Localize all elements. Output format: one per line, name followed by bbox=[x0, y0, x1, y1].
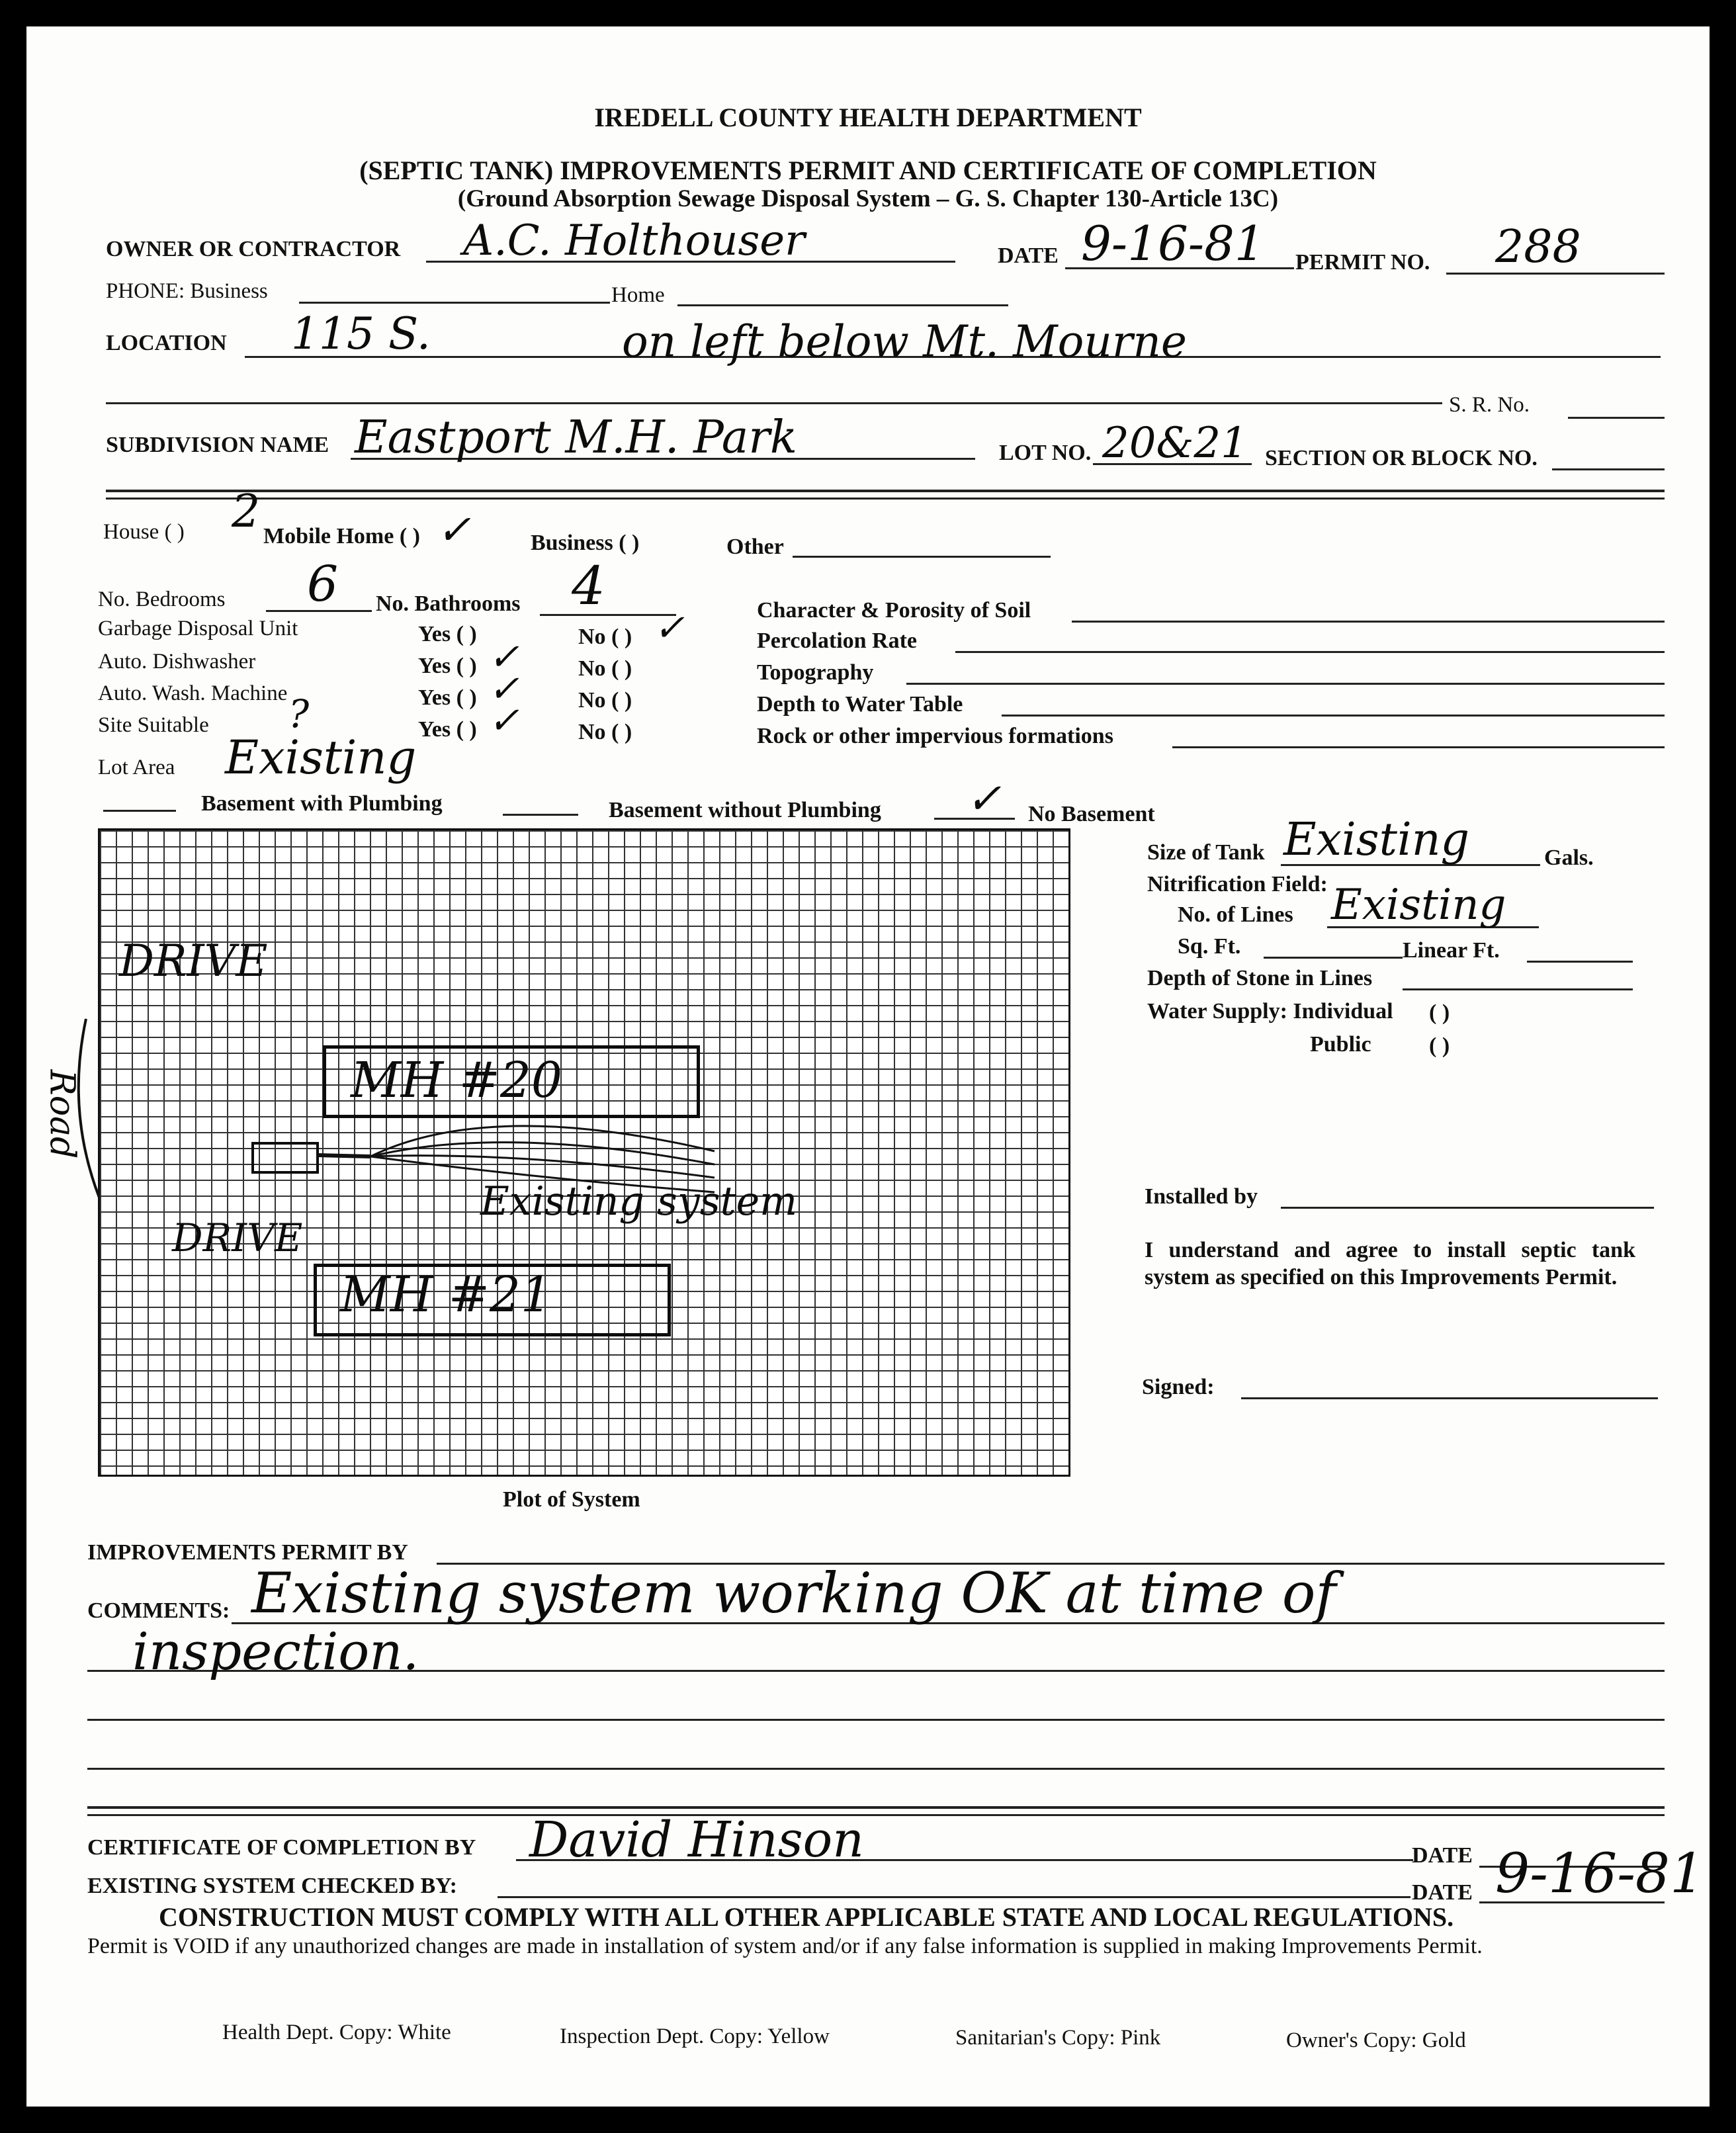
dishwasher-no: No ( ) bbox=[578, 656, 632, 681]
copy-health: Health Dept. Copy: White bbox=[222, 2021, 451, 2044]
washer-no: No ( ) bbox=[578, 688, 632, 713]
percolation-line bbox=[955, 651, 1665, 653]
rule-3 bbox=[87, 1806, 1665, 1809]
garbage-no: No ( ) bbox=[578, 625, 632, 649]
plot-mh-bottom: MH #21 bbox=[340, 1266, 552, 1323]
washer-label: Auto. Wash. Machine bbox=[98, 681, 288, 705]
topography-label: Topography bbox=[757, 660, 874, 685]
other-option: Other bbox=[726, 535, 784, 559]
basement-with-label: Basement with Plumbing bbox=[201, 791, 443, 816]
owner-value: A.C. Holthouser bbox=[463, 216, 805, 265]
plot-existing: Existing system bbox=[480, 1178, 798, 1225]
installed-label: Installed by bbox=[1145, 1184, 1258, 1209]
site-suitable-label: Site Suitable bbox=[98, 713, 209, 737]
plot-drive-bottom: DRIVE bbox=[172, 1215, 303, 1260]
copy-sanitarian: Sanitarian's Copy: Pink bbox=[955, 2026, 1161, 2050]
installed-line bbox=[1281, 1207, 1654, 1209]
basement-without-label: Basement without Plumbing bbox=[609, 798, 881, 822]
washer-yes: Yes ( ) bbox=[418, 685, 477, 710]
depth-line bbox=[1403, 988, 1633, 990]
nitrification-label: Nitrification Field: bbox=[1147, 872, 1328, 896]
other-line bbox=[793, 556, 1051, 558]
site-suitable-no: No ( ) bbox=[578, 720, 632, 744]
subdivision-value: Eastport M.H. Park bbox=[355, 412, 798, 464]
plot-drive-top: DRIVE bbox=[119, 936, 268, 986]
location-value-b: on left below Mt. Mourne bbox=[622, 316, 1187, 367]
comments-line-3 bbox=[87, 1719, 1665, 1721]
permit-label: PERMIT NO. bbox=[1295, 250, 1430, 275]
rock-line bbox=[1172, 746, 1665, 748]
location-value-a: 115 S. bbox=[291, 308, 431, 359]
bathrooms-label: No. Bathrooms bbox=[376, 591, 521, 616]
site-suitable-yes: Yes ( ) bbox=[418, 717, 477, 742]
signed-label: Signed: bbox=[1142, 1375, 1215, 1399]
copy-inspection: Inspection Dept. Copy: Yellow bbox=[560, 2024, 830, 2048]
lot-area-value: Existing bbox=[225, 730, 417, 785]
garbage-label: Garbage Disposal Unit bbox=[98, 617, 298, 640]
lines-label: No. of Lines bbox=[1178, 902, 1293, 927]
certificate-date-label: DATE bbox=[1412, 1843, 1473, 1868]
sr-label: S. R. No. bbox=[1449, 393, 1530, 417]
checked-line bbox=[498, 1896, 1410, 1898]
basement-without-line bbox=[503, 814, 578, 816]
garbage-mark: ✓ bbox=[654, 607, 685, 650]
permit-form bbox=[26, 26, 1710, 2107]
subdivision-label: SUBDIVISION NAME bbox=[106, 433, 329, 457]
void-text: Permit is VOID if any unauthorized changes are made in installation of system and/or if any false information is supplied in making Improvements Permit. bbox=[87, 1934, 1483, 1958]
soil-porosity-line bbox=[1072, 621, 1665, 623]
basement-with-line bbox=[103, 810, 176, 812]
permit-value: 288 bbox=[1495, 221, 1581, 273]
comments-label: COMMENTS: bbox=[87, 1598, 230, 1623]
tank-size-label: Size of Tank bbox=[1147, 840, 1265, 865]
linear-line bbox=[1527, 961, 1633, 963]
rule-4 bbox=[87, 1814, 1665, 1816]
signed-line bbox=[1241, 1397, 1658, 1399]
date-label: DATE bbox=[998, 243, 1059, 268]
certificate-label: CERTIFICATE OF COMPLETION BY bbox=[87, 1835, 476, 1860]
lines-value: Existing bbox=[1331, 881, 1506, 930]
department-title: IREDELL COUNTY HEALTH DEPARTMENT bbox=[594, 103, 1142, 132]
business-option: Business ( ) bbox=[531, 531, 640, 555]
copy-owner: Owner's Copy: Gold bbox=[1286, 2028, 1466, 2052]
location-line-2 bbox=[106, 402, 1442, 404]
sqft-line bbox=[1264, 957, 1403, 959]
form-title: (SEPTIC TANK) IMPROVEMENTS PERMIT AND CERTIFICATE OF COMPLETION bbox=[359, 155, 1377, 185]
mobile-home-mark: ✓ bbox=[437, 505, 471, 554]
site-suitable-note: ? bbox=[288, 691, 310, 736]
soil-porosity-label: Character & Porosity of Soil bbox=[757, 598, 1031, 623]
section-line bbox=[1552, 468, 1665, 470]
sqft-label: Sq. Ft. bbox=[1178, 934, 1241, 959]
house-mark: 2 bbox=[232, 486, 261, 538]
comments-line-4 bbox=[87, 1768, 1665, 1770]
rule-1 bbox=[106, 490, 1665, 492]
water-public-box: ( ) bbox=[1429, 1033, 1450, 1058]
bathrooms-value: 4 bbox=[572, 555, 605, 617]
certificate-signature: David Hinson bbox=[529, 1811, 864, 1868]
checked-date-value: 9-16-81 bbox=[1495, 1843, 1705, 1905]
water-table-line bbox=[1002, 715, 1665, 717]
percolation-label: Percolation Rate bbox=[757, 629, 918, 653]
linear-label: Linear Ft. bbox=[1403, 938, 1500, 963]
no-basement-label: No Basement bbox=[1028, 802, 1155, 826]
water-public-label: Public bbox=[1310, 1032, 1371, 1057]
rule-2 bbox=[106, 498, 1665, 500]
phone-home-line bbox=[677, 304, 1008, 306]
improvements-label: IMPROVEMENTS PERMIT BY bbox=[87, 1540, 408, 1565]
lot-value: 20&21 bbox=[1102, 419, 1248, 468]
plot-road: Road bbox=[42, 1069, 82, 1159]
comments-text-1: Existing system working OK at time of bbox=[251, 1561, 1336, 1626]
bedrooms-value: 6 bbox=[307, 556, 339, 613]
plot-mh-top: MH #20 bbox=[351, 1052, 562, 1109]
checked-date-label: DATE bbox=[1412, 1880, 1473, 1905]
topography-line bbox=[906, 683, 1665, 685]
phone-business-label: PHONE: Business bbox=[106, 279, 268, 303]
mobile-home-option: Mobile Home ( ) bbox=[263, 524, 420, 548]
water-table-label: Depth to Water Table bbox=[757, 692, 963, 717]
bedrooms-label: No. Bedrooms bbox=[98, 588, 226, 611]
plot-grid bbox=[98, 828, 1070, 1477]
dishwasher-label: Auto. Dishwasher bbox=[98, 650, 256, 674]
phone-home-label: Home bbox=[611, 283, 665, 307]
date-value: 9-16-81 bbox=[1081, 216, 1265, 271]
tank-gals: Gals. bbox=[1544, 846, 1594, 870]
section-label: SECTION OR BLOCK NO. bbox=[1265, 446, 1538, 470]
form-subtitle: (Ground Absorption Sewage Disposal System – G. S. Chapter 130-Article 13C) bbox=[457, 185, 1279, 212]
tank-box bbox=[251, 1142, 319, 1174]
dishwasher-mark: ✓ bbox=[488, 636, 519, 679]
comments-text-2: inspection. bbox=[132, 1622, 419, 1682]
garbage-yes: Yes ( ) bbox=[418, 622, 477, 646]
agreement-text: I understand and agree to install septic tank system as specified on this Improvements Permit. bbox=[1145, 1238, 1635, 1289]
water-individual-label: Water Supply: Individual bbox=[1147, 999, 1393, 1023]
sr-line bbox=[1568, 417, 1665, 419]
site-suitable-mark: ✓ bbox=[488, 699, 519, 742]
house-option: House ( ) bbox=[103, 520, 185, 544]
owner-label: OWNER OR CONTRACTOR bbox=[106, 237, 401, 261]
tank-size-value: Existing bbox=[1283, 814, 1470, 866]
washer-mark: ✓ bbox=[488, 668, 519, 711]
no-basement-mark: ✓ bbox=[966, 775, 1002, 824]
lot-area-label: Lot Area bbox=[98, 756, 175, 779]
rock-label: Rock or other impervious formations bbox=[757, 724, 1113, 748]
location-label: LOCATION bbox=[106, 331, 227, 355]
dishwasher-yes: Yes ( ) bbox=[418, 654, 477, 678]
compliance-notice: CONSTRUCTION MUST COMPLY WITH ALL OTHER APPLICABLE STATE AND LOCAL REGULATIONS. bbox=[159, 1902, 1454, 1932]
plot-sketch bbox=[26, 26, 27, 27]
lot-label: LOT NO. bbox=[999, 441, 1092, 465]
depth-label: Depth of Stone in Lines bbox=[1147, 966, 1373, 990]
water-individual-box: ( ) bbox=[1429, 1000, 1450, 1025]
plot-caption: Plot of System bbox=[503, 1487, 640, 1512]
checked-label: EXISTING SYSTEM CHECKED BY: bbox=[87, 1874, 457, 1898]
phone-business-line bbox=[299, 302, 610, 304]
